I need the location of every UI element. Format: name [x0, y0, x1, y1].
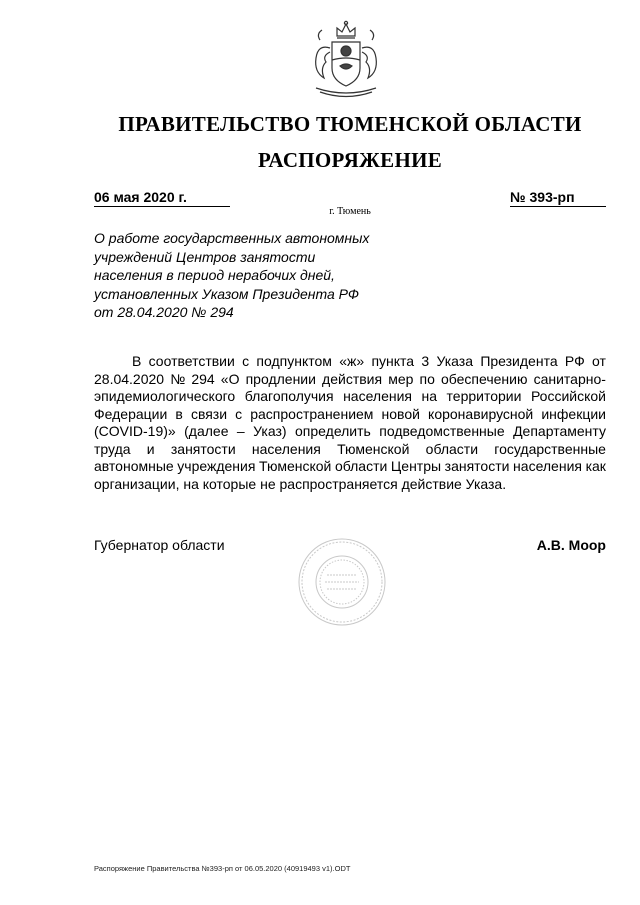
body-word: государственные [494, 440, 606, 457]
body-word: с [242, 353, 250, 369]
body-word: занятости [444, 458, 510, 474]
body-word: 294 [191, 370, 215, 387]
body-word: Федерации [94, 405, 168, 422]
body-word: занятости [170, 440, 236, 457]
body-line-text [94, 371, 606, 389]
body-word: РФ [564, 353, 585, 369]
body-line-text [94, 406, 606, 424]
body-word: Президента [480, 353, 558, 369]
body-line [94, 406, 606, 424]
body-word: и [146, 440, 155, 457]
body-word: области [334, 458, 388, 474]
body-word: В [132, 353, 142, 369]
body-word: Департаменту [513, 423, 606, 439]
body-word: Центры [390, 458, 442, 474]
body-word: действия [322, 370, 383, 387]
body-word: продлении [245, 370, 316, 387]
body-word: Указа [436, 353, 474, 369]
body-line [94, 458, 606, 476]
body-word: подведомственные [379, 423, 505, 439]
body-word: автономные [94, 458, 174, 474]
body-word: благополучия [244, 388, 334, 404]
body-word: новой [381, 405, 420, 422]
body-word: на [421, 388, 438, 404]
body-word: обеспечению [440, 370, 528, 387]
body-word: подпунктом [256, 353, 332, 369]
body-line-text [132, 353, 606, 371]
body-word: по [419, 370, 435, 387]
subject-line: от 28.04.2020 № 294 [94, 304, 234, 320]
subject-line: учреждений Центров занятости [94, 248, 316, 265]
body-word: коронавирусной [428, 405, 534, 422]
document-date: 06 мая 2020 г. [94, 189, 230, 207]
body-line-text [94, 423, 606, 441]
body-word: с [235, 405, 243, 422]
body-word: связи [190, 405, 228, 422]
body-word: определить [295, 423, 371, 439]
body-line [94, 353, 606, 371]
subject-line: населения в период нерабочих дней, [94, 267, 335, 283]
body-word: населения [343, 388, 412, 404]
body-word: 28.04.2020 [94, 370, 165, 387]
number-prefix: № [510, 189, 526, 205]
body-word: «ж» [339, 353, 365, 369]
body-word: населения [513, 458, 582, 474]
body-line [94, 371, 606, 389]
body-word: от [592, 353, 606, 369]
body-word: Российской [530, 388, 606, 404]
body-word: области [425, 440, 479, 457]
subject-line: установленных Указом Президента РФ [94, 285, 359, 302]
body-word: соответствии [148, 353, 235, 369]
body-line [94, 441, 606, 459]
body-word: «О [220, 370, 240, 387]
number-value: 393-рп [529, 189, 575, 205]
body-word: распространением [250, 405, 374, 422]
body-word: Тюменской [259, 458, 332, 474]
body-word: эпидемиологического [94, 388, 236, 404]
official-seal [297, 537, 387, 627]
body-word: пункта [371, 353, 415, 369]
document-type-heading: РАСПОРЯЖЕНИЕ [257, 148, 443, 172]
body-line [94, 388, 606, 406]
body-word: как [585, 458, 606, 474]
body-line [94, 476, 606, 494]
city-label: г. Тюмень [329, 206, 371, 217]
footer-file-reference: Распоряжение Правительства №393-рп от 06.05.2020 (40919493 v1).ODT [94, 864, 351, 873]
body-word: инфекции [541, 405, 606, 422]
body-word: № [170, 370, 186, 387]
body-line-text: организации, на которые не распространяется действие Указа. [94, 475, 507, 492]
body-word: мер [388, 370, 414, 387]
government-title: ПРАВИТЕЛЬСТВО ТЮМЕНСКОЙ ОБЛАСТИ [118, 112, 582, 136]
body-word: (далее [184, 423, 229, 439]
body-line-text [94, 441, 606, 459]
coat-of-arms-emblem [306, 18, 386, 102]
body-line-text [94, 458, 606, 476]
signer-position: Губернатор области [94, 537, 225, 553]
body-word: санитарно- [533, 370, 606, 387]
body-word: в [175, 405, 183, 422]
document-body [94, 353, 606, 493]
signer-name: А.В. Моор [536, 537, 606, 553]
body-word: учреждения [177, 458, 256, 474]
body-word: населения [251, 440, 321, 457]
body-word: территории [446, 388, 522, 404]
body-word: (COVID-19)» [94, 423, 176, 439]
document-subject [94, 229, 394, 322]
subject-line: О работе государственных автономных [94, 230, 370, 246]
body-word: труда [94, 440, 131, 457]
body-word: 3 [421, 353, 430, 369]
body-line-text [94, 388, 606, 406]
body-word: – [236, 423, 245, 439]
body-word: Тюменской [337, 440, 410, 457]
body-line [94, 423, 606, 441]
body-word: Указ) [253, 423, 287, 439]
document-number [510, 189, 606, 207]
